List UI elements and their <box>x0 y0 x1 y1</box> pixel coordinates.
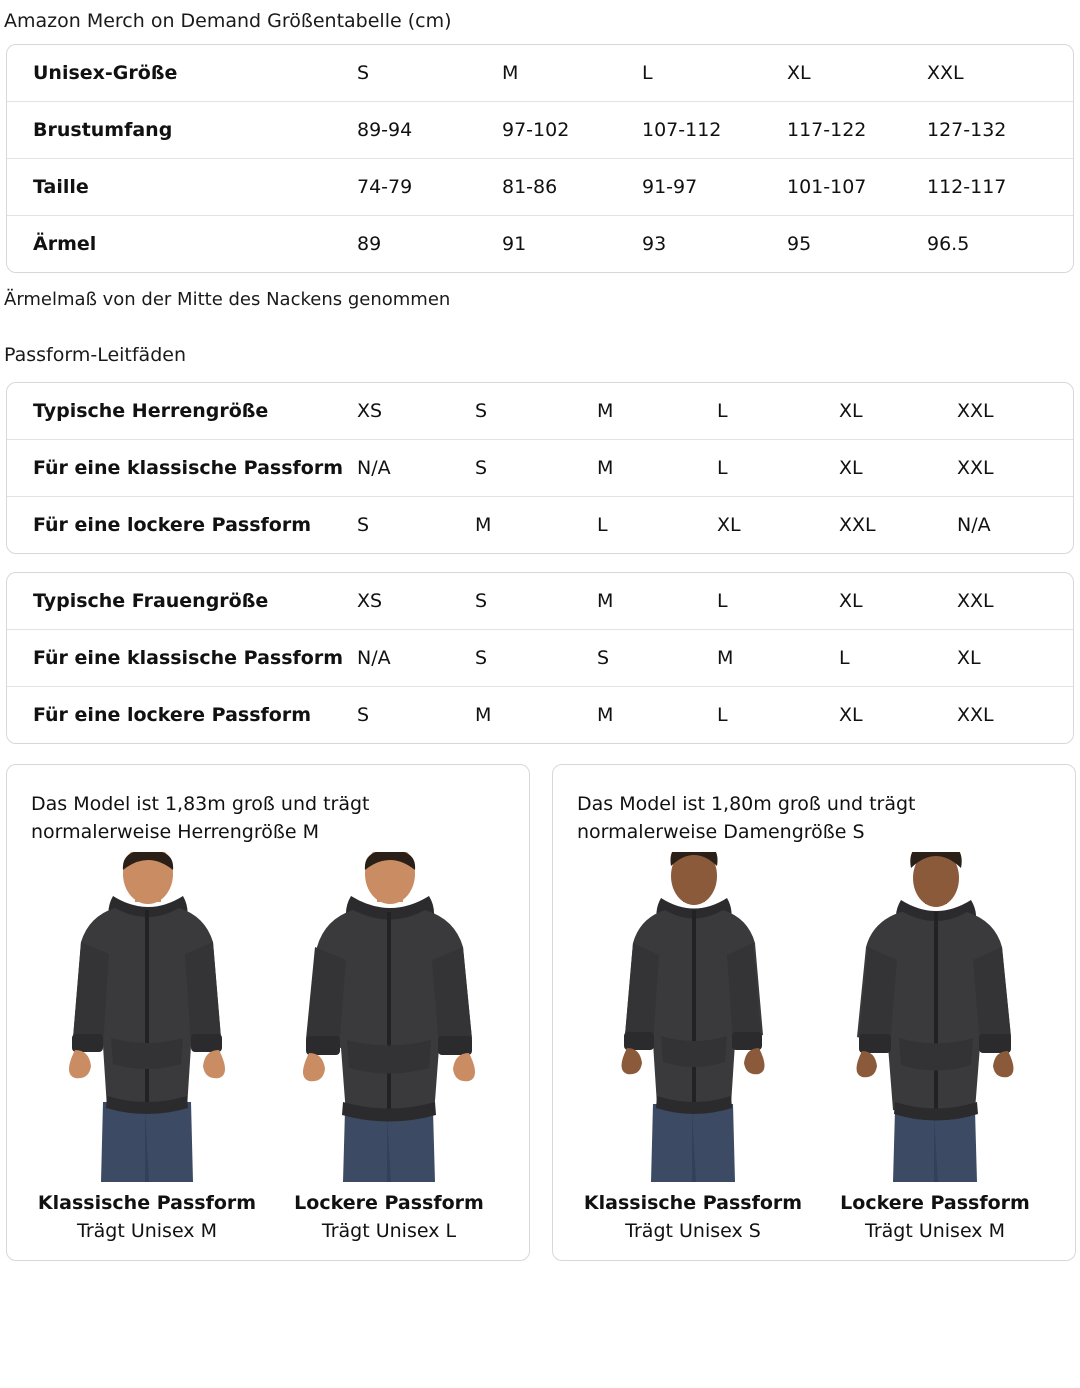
mens-fit-table <box>7 383 1073 553</box>
cell: 93 <box>642 233 667 255</box>
table-row <box>7 630 1073 687</box>
table-row <box>7 497 1073 554</box>
cell: XL <box>957 630 1073 687</box>
male-relaxed-fit-illustration <box>283 852 495 1182</box>
female-model-card <box>552 764 1076 1261</box>
row-label: Für eine lockere Passform <box>33 514 312 536</box>
table-row <box>7 216 1073 273</box>
cell: S <box>357 514 370 536</box>
cell: 95 <box>787 233 812 255</box>
cell: XL <box>717 514 741 536</box>
cell: L <box>597 514 608 536</box>
cell: L <box>717 704 728 726</box>
table-row <box>7 687 1073 744</box>
cell: L <box>642 45 787 102</box>
cell: M <box>475 704 492 726</box>
model-cards-row <box>0 744 1080 1261</box>
cell: M <box>597 704 614 726</box>
size-table-card <box>6 44 1074 273</box>
cell: N/A <box>357 630 475 687</box>
cell: S <box>357 45 502 102</box>
cell: 96.5 <box>927 233 970 255</box>
womens-fit-table-card <box>6 572 1074 744</box>
row-label: Unisex-Größe <box>7 45 357 102</box>
row-label: Taille <box>7 159 357 216</box>
cell: XL <box>839 704 863 726</box>
cell: 91 <box>502 233 527 255</box>
wears-size-label: Trägt Unisex S <box>625 1220 761 1243</box>
table-row <box>7 102 1073 159</box>
row-label: Ärmel <box>33 233 97 255</box>
figure-classic-fit-female <box>577 852 809 1242</box>
cell: 127-132 <box>927 102 1073 159</box>
cell: XL <box>839 573 957 630</box>
cell: L <box>717 440 839 497</box>
figure-group <box>31 852 505 1242</box>
row-label: Für eine lockere Passform <box>33 704 312 726</box>
cell: 112-117 <box>927 159 1073 216</box>
cell: XXL <box>957 573 1073 630</box>
cell: XXL <box>927 45 1073 102</box>
sleeve-measurement-note: Ärmelmaß von der Mitte des Nackens genommen <box>4 289 451 310</box>
fit-type-label: Klassische Passform <box>37 1192 257 1215</box>
cell: S <box>475 383 597 440</box>
cell: 97-102 <box>502 102 642 159</box>
cell: N/A <box>357 440 475 497</box>
cell: S <box>357 704 370 726</box>
fit-guides-label: Passform-Leitfäden <box>4 344 186 366</box>
cell: 74-79 <box>357 159 502 216</box>
cell: 91-97 <box>642 159 787 216</box>
cell: 81-86 <box>502 159 642 216</box>
table-row <box>7 159 1073 216</box>
row-label: Brustumfang <box>7 102 357 159</box>
cell: XS <box>357 383 475 440</box>
mens-fit-table-card <box>6 382 1074 554</box>
cell: XL <box>839 440 957 497</box>
cell: L <box>717 383 839 440</box>
wears-size-label: Trägt Unisex M <box>77 1220 217 1243</box>
cell: M <box>597 573 717 630</box>
row-label: Typische Herrengröße <box>7 383 357 440</box>
cell: 89-94 <box>357 102 502 159</box>
cell: XL <box>839 383 957 440</box>
row-label: Typische Frauengröße <box>7 573 357 630</box>
fit-type-label: Lockere Passform <box>840 1192 1030 1215</box>
table-row <box>7 573 1073 630</box>
page-title: Amazon Merch on Demand Größentabelle (cm) <box>4 10 452 32</box>
table-row <box>7 440 1073 497</box>
wears-size-label: Trägt Unisex M <box>865 1220 1005 1243</box>
fit-type-label: Lockere Passform <box>294 1192 484 1215</box>
model-description: Das Model ist 1,80m groß und trägt normalerweise Damengröße S <box>577 793 916 843</box>
row-label: Für eine klassische Passform <box>7 440 357 497</box>
size-table <box>7 45 1073 272</box>
wears-size-label: Trägt Unisex L <box>321 1220 457 1243</box>
cell: S <box>597 630 717 687</box>
cell: L <box>717 573 839 630</box>
cell: M <box>475 514 492 536</box>
cell: L <box>839 630 957 687</box>
figure-relaxed-fit-female <box>819 852 1051 1242</box>
table-row <box>7 383 1073 440</box>
male-model-card <box>6 764 530 1261</box>
cell: XXL <box>957 383 1073 440</box>
cell: M <box>502 45 642 102</box>
cell: M <box>597 440 717 497</box>
figure-classic-fit-male <box>31 852 263 1242</box>
cell: M <box>717 630 839 687</box>
cell: XXL <box>957 440 1073 497</box>
fit-type-label: Klassische Passform <box>583 1192 803 1215</box>
cell: XXL <box>839 514 876 536</box>
cell: 117-122 <box>787 102 927 159</box>
female-classic-fit-illustration <box>587 852 799 1182</box>
spacer <box>0 554 1080 572</box>
cell: 101-107 <box>787 159 927 216</box>
male-classic-fit-illustration <box>41 852 253 1182</box>
cell: 89 <box>357 233 382 255</box>
cell: XL <box>787 45 927 102</box>
row-label: Für eine klassische Passform <box>7 630 357 687</box>
cell: N/A <box>957 514 991 536</box>
cell: S <box>475 630 597 687</box>
cell: S <box>475 440 597 497</box>
model-description: Das Model ist 1,83m groß und trägt normalerweise Herrengröße M <box>31 793 370 843</box>
cell: M <box>597 383 717 440</box>
table-row <box>7 45 1073 102</box>
cell: 107-112 <box>642 102 787 159</box>
figure-relaxed-fit-male <box>273 852 505 1242</box>
cell: S <box>475 573 597 630</box>
cell: XS <box>357 573 475 630</box>
female-relaxed-fit-illustration <box>829 852 1041 1182</box>
cell: XXL <box>957 704 994 726</box>
figure-group <box>577 852 1051 1242</box>
womens-fit-table <box>7 573 1073 743</box>
